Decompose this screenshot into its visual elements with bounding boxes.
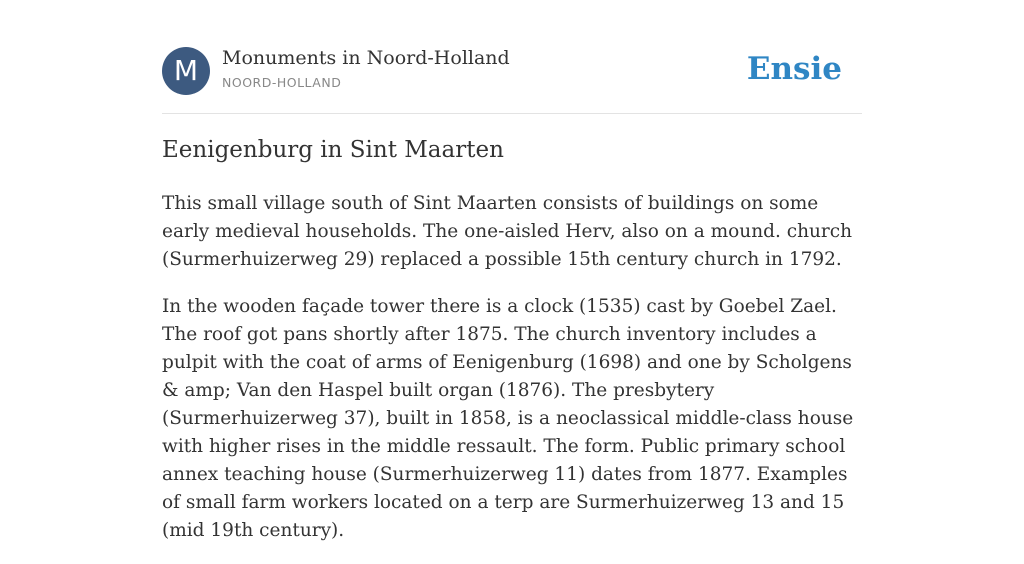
avatar[interactable]: M bbox=[162, 47, 210, 95]
category-title[interactable]: Monuments in Noord-Holland bbox=[222, 47, 510, 69]
category-subtitle: NOORD-HOLLAND bbox=[222, 75, 342, 90]
article-paragraph: This small village south of Sint Maarten consists of buildings on some early medieval households. The one-aisled Herv, also on a mound. church (Surmerhuizerweg 29) replaced a possible 15th century church in 1792. bbox=[162, 193, 853, 270]
article-paragraph: In the wooden façade tower there is a clock (1535) cast by Goebel Zael. The roof got pans shortly after 1875. The church inventory includes a pulpit with the coat of arms of Eenigenburg (1698) and one by Scholgens & amp; Van den Haspel built organ (1876). The presbytery (Surmerhuizerweg 37), built in 1858, is a neoclassical middle-class house with higher rises in the middle ressault. The form. Public primary school annex teaching house (Surmerhuizerweg 11) dates from 1877. Examples of small farm workers located on a terp are Surmerhuizerweg 13 and 15 (mid 19th century). bbox=[162, 296, 854, 541]
article-body bbox=[162, 190, 862, 564]
brand-logo[interactable]: Ensie bbox=[746, 51, 842, 87]
site-header bbox=[162, 47, 862, 95]
article-title: Eenigenburg in Sint Maarten bbox=[162, 137, 504, 163]
header-divider bbox=[162, 113, 862, 114]
